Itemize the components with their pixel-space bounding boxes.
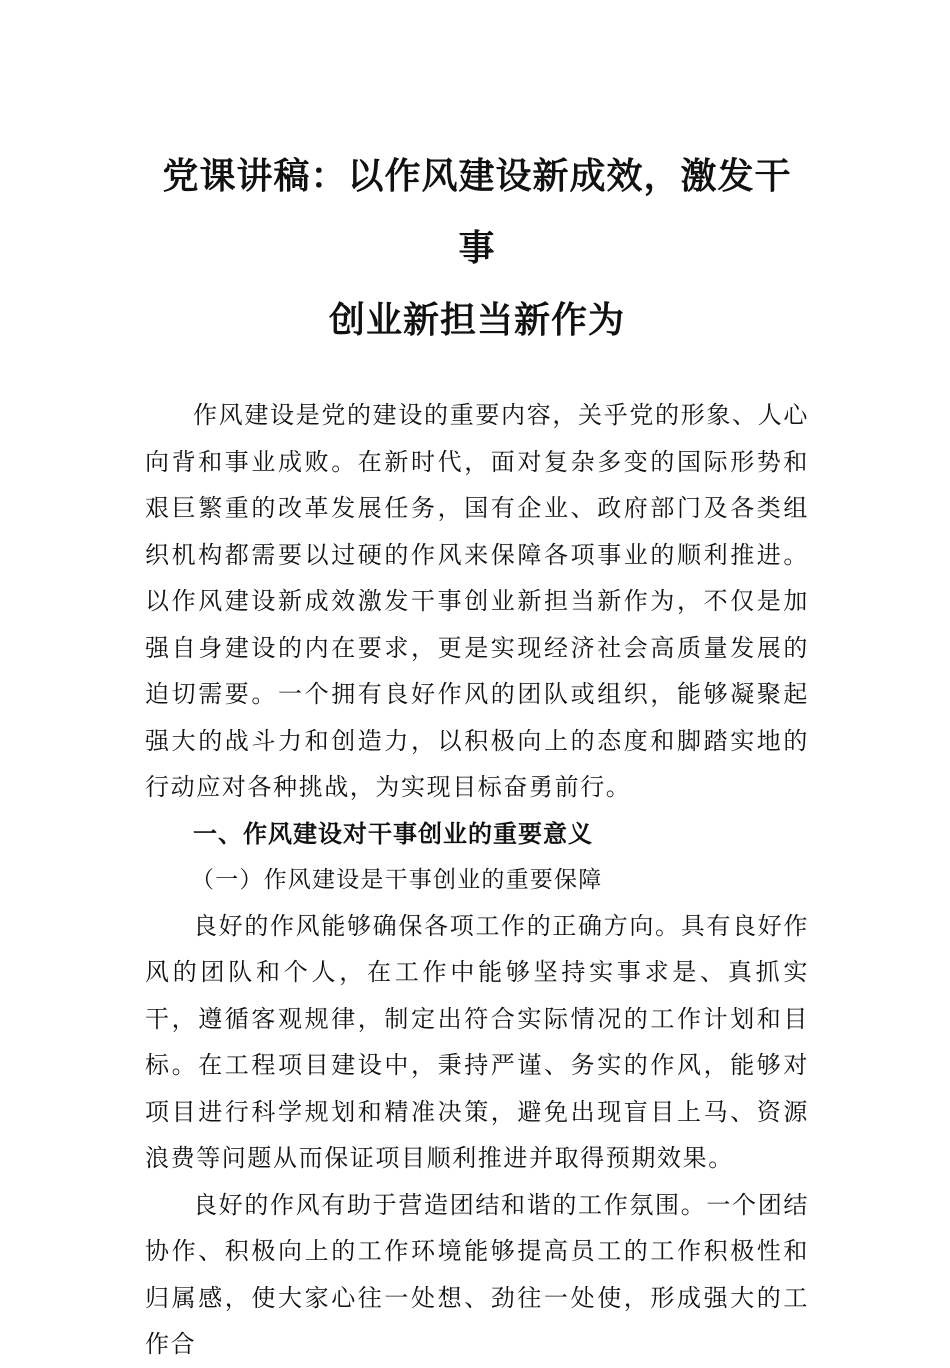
section-1-heading: 一、作风建设对干事创业的重要意义 xyxy=(193,819,593,848)
document-title xyxy=(145,140,809,356)
intro-paragraph: 作风建设是党的建设的重要内容，关乎党的形象、人心向背和事业成败。在新时代，面对复杂多变的国际形势和艰巨繁重的改革发展任务，国有企业、政府部门及各类组织机构都需要以过硬的作风来保障各项事业的顺利推进。以作风建设新成效激发干事创业新担当新作为，不仅是加强自身建设的内在要求，更是实现经济社会高质量发展的迫切需要。一个拥有良好作风的团队或组织，能够凝聚起强大的战斗力和创造力，以积极向上的态度和脚踏实地的行动应对各种挑战，为实现目标奋勇前行。 xyxy=(145,401,809,801)
title-line-2: 创业新担当新作为 xyxy=(328,299,625,341)
document-page xyxy=(145,140,809,1368)
subsection-1-heading: （一）作风建设是干事创业的重要保障 xyxy=(191,866,603,893)
title-line-1: 党课讲稿：以作风建设新成效，激发干事 xyxy=(162,155,792,269)
body-paragraph-1: 良好的作风能够确保各项工作的正确方向。具有良好作风的团队和个人，在工作中能够坚持实事求是、真抓实干，遵循客观规律，制定出符合实际情况的工作计划和目标。在工程项目建设中，秉持严谨、务实的作风，能够对项目进行科学规划和精准决策，避免出现盲目上马、资源浪费等问题从而保证项目顺利推进并取得预期效果。 xyxy=(145,911,809,1172)
body-paragraph-2: 良好的作风有助于营造团结和谐的工作氛围。一个团结协作、积极向上的工作环境能够提高员工的工作积极性和归属感，使大家心往一处想、劲往一处使，形成强大的工作合 xyxy=(145,1190,809,1358)
